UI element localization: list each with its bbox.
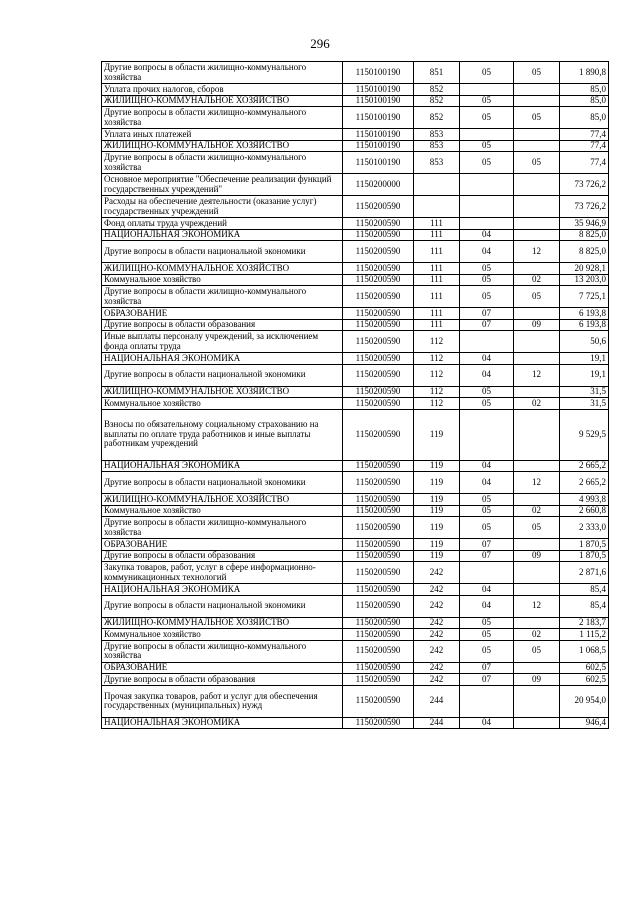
- table-row: [102, 539, 609, 551]
- row-name-cell: Другие вопросы в области национальной экономики: [102, 595, 343, 617]
- target-article-cell: 1150200590: [343, 617, 414, 629]
- table-row: [102, 241, 609, 263]
- amount-cell: 602,5: [560, 662, 609, 674]
- row-name-cell: Другие вопросы в области жилищно-коммунального хозяйства: [102, 640, 343, 662]
- expense-type-cell: 851: [414, 62, 460, 84]
- target-article-cell: 1150200590: [343, 674, 414, 686]
- target-article-cell: 1150200590: [343, 229, 414, 241]
- subsection-cell: [514, 539, 560, 551]
- section-cell: 04: [460, 229, 514, 241]
- expense-type-cell: 853: [414, 129, 460, 141]
- expense-type-cell: [414, 196, 460, 218]
- amount-cell: 1 068,5: [560, 640, 609, 662]
- section-cell: 04: [460, 595, 514, 617]
- table-row: [102, 229, 609, 241]
- table-row: [102, 218, 609, 230]
- row-name-cell: Взносы по обязательному социальному страхованию на выплаты по оплате труда работников и иные выплаты работникам учреждений: [102, 409, 343, 460]
- expense-type-cell: 242: [414, 562, 460, 584]
- target-article-cell: 1150200590: [343, 398, 414, 410]
- amount-cell: 20 954,0: [560, 685, 609, 717]
- amount-cell: 85,0: [560, 84, 609, 96]
- expense-type-cell: 119: [414, 539, 460, 551]
- subsection-cell: [514, 386, 560, 398]
- expense-type-cell: 111: [414, 218, 460, 230]
- row-name-cell: Другие вопросы в области жилищно-коммунального хозяйства: [102, 62, 343, 84]
- subsection-cell: 02: [514, 274, 560, 286]
- section-cell: [460, 685, 514, 717]
- target-article-cell: 1150200590: [343, 717, 414, 729]
- table-row: [102, 717, 609, 729]
- target-article-cell: 1150200590: [343, 241, 414, 263]
- subsection-cell: [514, 584, 560, 596]
- expense-type-cell: 111: [414, 274, 460, 286]
- section-cell: 04: [460, 353, 514, 365]
- section-cell: 05: [460, 95, 514, 107]
- row-name-cell: Основное мероприятие "Обеспечение реализации функций государственных учреждений": [102, 174, 343, 196]
- section-cell: 04: [460, 460, 514, 472]
- section-cell: [460, 84, 514, 96]
- section-cell: [460, 129, 514, 141]
- subsection-cell: [514, 174, 560, 196]
- row-name-cell: Закупка товаров, работ, услуг в сфере информационно-коммуникационных технологий: [102, 562, 343, 584]
- amount-cell: 2 871,6: [560, 562, 609, 584]
- amount-cell: 1 115,2: [560, 629, 609, 641]
- row-name-cell: НАЦИОНАЛЬНАЯ ЭКОНОМИКА: [102, 460, 343, 472]
- section-cell: 04: [460, 717, 514, 729]
- table-row: [102, 196, 609, 218]
- section-cell: 05: [460, 640, 514, 662]
- amount-cell: 2 660,8: [560, 505, 609, 517]
- table-row: [102, 386, 609, 398]
- subsection-cell: [514, 308, 560, 320]
- table-row: [102, 107, 609, 129]
- amount-cell: 2 665,2: [560, 460, 609, 472]
- budget-table-body: [102, 62, 609, 729]
- subsection-cell: 05: [514, 286, 560, 308]
- amount-cell: 602,5: [560, 674, 609, 686]
- target-article-cell: 1150100190: [343, 62, 414, 84]
- subsection-cell: 12: [514, 241, 560, 263]
- table-row: [102, 152, 609, 174]
- table-row: [102, 409, 609, 460]
- row-name-cell: Другие вопросы в области национальной экономики: [102, 241, 343, 263]
- table-row: [102, 319, 609, 331]
- amount-cell: 35 946,9: [560, 218, 609, 230]
- subsection-cell: 05: [514, 107, 560, 129]
- row-name-cell: ОБРАЗОВАНИЕ: [102, 308, 343, 320]
- expense-type-cell: 111: [414, 229, 460, 241]
- target-article-cell: 1150200590: [343, 562, 414, 584]
- subsection-cell: [514, 717, 560, 729]
- target-article-cell: 1150200590: [343, 353, 414, 365]
- row-name-cell: ЖИЛИЩНО-КОММУНАЛЬНОЕ ХОЗЯЙСТВО: [102, 617, 343, 629]
- section-cell: 04: [460, 584, 514, 596]
- target-article-cell: 1150200590: [343, 218, 414, 230]
- amount-cell: 2 183,7: [560, 617, 609, 629]
- section-cell: 05: [460, 617, 514, 629]
- expense-type-cell: 853: [414, 140, 460, 152]
- expense-type-cell: 852: [414, 84, 460, 96]
- target-article-cell: 1150200590: [343, 505, 414, 517]
- table-row: [102, 84, 609, 96]
- subsection-cell: [514, 409, 560, 460]
- expense-type-cell: 119: [414, 494, 460, 506]
- row-name-cell: Другие вопросы в области образования: [102, 319, 343, 331]
- table-row: [102, 517, 609, 539]
- subsection-cell: 02: [514, 629, 560, 641]
- amount-cell: 1 870,5: [560, 539, 609, 551]
- amount-cell: 6 193,8: [560, 319, 609, 331]
- table-row: [102, 584, 609, 596]
- section-cell: [460, 218, 514, 230]
- subsection-cell: [514, 229, 560, 241]
- table-row: [102, 562, 609, 584]
- row-name-cell: ОБРАЗОВАНИЕ: [102, 539, 343, 551]
- section-cell: 07: [460, 319, 514, 331]
- expense-type-cell: 244: [414, 685, 460, 717]
- amount-cell: 19,1: [560, 364, 609, 386]
- row-name-cell: Другие вопросы в области национальной экономики: [102, 472, 343, 494]
- expense-type-cell: 112: [414, 398, 460, 410]
- expense-type-cell: 111: [414, 308, 460, 320]
- section-cell: [460, 409, 514, 460]
- row-name-cell: ОБРАЗОВАНИЕ: [102, 662, 343, 674]
- expense-type-cell: 242: [414, 629, 460, 641]
- table-row: [102, 286, 609, 308]
- amount-cell: 8 825,0: [560, 229, 609, 241]
- target-article-cell: 1150200590: [343, 263, 414, 275]
- amount-cell: 31,5: [560, 398, 609, 410]
- target-article-cell: 1150200590: [343, 494, 414, 506]
- section-cell: 05: [460, 494, 514, 506]
- row-name-cell: Прочая закупка товаров, работ и услуг для обеспечения государственных (муниципальных) нужд: [102, 685, 343, 717]
- target-article-cell: 1150200590: [343, 685, 414, 717]
- section-cell: 05: [460, 505, 514, 517]
- expense-type-cell: 242: [414, 662, 460, 674]
- table-row: [102, 505, 609, 517]
- row-name-cell: Коммунальное хозяйство: [102, 274, 343, 286]
- section-cell: 05: [460, 152, 514, 174]
- target-article-cell: 1150200590: [343, 539, 414, 551]
- target-article-cell: 1150200590: [343, 274, 414, 286]
- target-article-cell: 1150200590: [343, 331, 414, 353]
- subsection-cell: [514, 263, 560, 275]
- expense-type-cell: 112: [414, 331, 460, 353]
- target-article-cell: 1150200590: [343, 286, 414, 308]
- expense-type-cell: 111: [414, 263, 460, 275]
- section-cell: 05: [460, 274, 514, 286]
- row-name-cell: ЖИЛИЩНО-КОММУНАЛЬНОЕ ХОЗЯЙСТВО: [102, 263, 343, 275]
- section-cell: 05: [460, 263, 514, 275]
- section-cell: 04: [460, 241, 514, 263]
- row-name-cell: Другие вопросы в области жилищно-коммунального хозяйства: [102, 107, 343, 129]
- amount-cell: 77,4: [560, 129, 609, 141]
- expense-type-cell: 111: [414, 319, 460, 331]
- subsection-cell: 09: [514, 674, 560, 686]
- target-article-cell: 1150200590: [343, 662, 414, 674]
- target-article-cell: 1150200590: [343, 460, 414, 472]
- target-article-cell: 1150100190: [343, 129, 414, 141]
- amount-cell: 946,4: [560, 717, 609, 729]
- section-cell: 07: [460, 674, 514, 686]
- expense-type-cell: 244: [414, 717, 460, 729]
- section-cell: 04: [460, 364, 514, 386]
- amount-cell: 85,4: [560, 595, 609, 617]
- expense-type-cell: 119: [414, 460, 460, 472]
- amount-cell: 73 726,2: [560, 174, 609, 196]
- row-name-cell: Другие вопросы в области жилищно-коммунального хозяйства: [102, 152, 343, 174]
- subsection-cell: 12: [514, 364, 560, 386]
- amount-cell: 77,4: [560, 152, 609, 174]
- target-article-cell: 1150200590: [343, 308, 414, 320]
- expense-type-cell: 242: [414, 584, 460, 596]
- section-cell: 05: [460, 629, 514, 641]
- table-row: [102, 274, 609, 286]
- target-article-cell: 1150200590: [343, 364, 414, 386]
- expense-type-cell: 119: [414, 505, 460, 517]
- expense-type-cell: 111: [414, 241, 460, 263]
- amount-cell: 2 665,2: [560, 472, 609, 494]
- amount-cell: 50,6: [560, 331, 609, 353]
- expense-type-cell: 112: [414, 364, 460, 386]
- row-name-cell: Другие вопросы в области образования: [102, 550, 343, 562]
- subsection-cell: [514, 494, 560, 506]
- table-row: [102, 263, 609, 275]
- row-name-cell: Другие вопросы в области жилищно-коммунального хозяйства: [102, 286, 343, 308]
- target-article-cell: 1150200590: [343, 409, 414, 460]
- amount-cell: 13 203,0: [560, 274, 609, 286]
- subsection-cell: 09: [514, 550, 560, 562]
- expense-type-cell: [414, 174, 460, 196]
- section-cell: 05: [460, 107, 514, 129]
- subsection-cell: 12: [514, 472, 560, 494]
- subsection-cell: 05: [514, 640, 560, 662]
- section-cell: 07: [460, 550, 514, 562]
- target-article-cell: 1150100190: [343, 152, 414, 174]
- amount-cell: 85,0: [560, 107, 609, 129]
- amount-cell: 7 725,1: [560, 286, 609, 308]
- row-name-cell: НАЦИОНАЛЬНАЯ ЭКОНОМИКА: [102, 717, 343, 729]
- target-article-cell: 1150200590: [343, 595, 414, 617]
- section-cell: 07: [460, 308, 514, 320]
- amount-cell: 8 825,0: [560, 241, 609, 263]
- row-name-cell: Иные выплаты персоналу учреждений, за исключением фонда оплаты труда: [102, 331, 343, 353]
- row-name-cell: ЖИЛИЩНО-КОММУНАЛЬНОЕ ХОЗЯЙСТВО: [102, 386, 343, 398]
- section-cell: [460, 174, 514, 196]
- row-name-cell: ЖИЛИЩНО-КОММУНАЛЬНОЕ ХОЗЯЙСТВО: [102, 140, 343, 152]
- section-cell: 07: [460, 662, 514, 674]
- row-name-cell: Другие вопросы в области национальной экономики: [102, 364, 343, 386]
- row-name-cell: ЖИЛИЩНО-КОММУНАЛЬНОЕ ХОЗЯЙСТВО: [102, 494, 343, 506]
- subsection-cell: [514, 95, 560, 107]
- subsection-cell: [514, 218, 560, 230]
- target-article-cell: 1150200590: [343, 584, 414, 596]
- amount-cell: 19,1: [560, 353, 609, 365]
- section-cell: 04: [460, 472, 514, 494]
- expense-type-cell: 242: [414, 674, 460, 686]
- subsection-cell: [514, 129, 560, 141]
- table-row: [102, 140, 609, 152]
- row-name-cell: Уплата прочих налогов, сборов: [102, 84, 343, 96]
- target-article-cell: 1150200590: [343, 550, 414, 562]
- table-row: [102, 364, 609, 386]
- expense-type-cell: 853: [414, 152, 460, 174]
- target-article-cell: 1150200590: [343, 640, 414, 662]
- table-row: [102, 331, 609, 353]
- subsection-cell: 05: [514, 517, 560, 539]
- amount-cell: 31,5: [560, 386, 609, 398]
- amount-cell: 4 993,8: [560, 494, 609, 506]
- section-cell: 05: [460, 386, 514, 398]
- subsection-cell: 09: [514, 319, 560, 331]
- subsection-cell: [514, 685, 560, 717]
- expense-type-cell: 119: [414, 472, 460, 494]
- expense-type-cell: 852: [414, 95, 460, 107]
- table-row: [102, 472, 609, 494]
- table-row: [102, 617, 609, 629]
- expense-type-cell: 119: [414, 517, 460, 539]
- subsection-cell: [514, 562, 560, 584]
- subsection-cell: [514, 460, 560, 472]
- target-article-cell: 1150100190: [343, 140, 414, 152]
- amount-cell: 6 193,8: [560, 308, 609, 320]
- target-article-cell: 1150200590: [343, 386, 414, 398]
- subsection-cell: [514, 84, 560, 96]
- table-row: [102, 629, 609, 641]
- table-row: [102, 550, 609, 562]
- section-cell: [460, 196, 514, 218]
- amount-cell: 85,4: [560, 584, 609, 596]
- table-row: [102, 595, 609, 617]
- row-name-cell: НАЦИОНАЛЬНАЯ ЭКОНОМИКА: [102, 353, 343, 365]
- subsection-cell: 12: [514, 595, 560, 617]
- amount-cell: 20 928,1: [560, 263, 609, 275]
- expense-type-cell: 119: [414, 409, 460, 460]
- table-row: [102, 494, 609, 506]
- section-cell: 05: [460, 398, 514, 410]
- expense-type-cell: 852: [414, 107, 460, 129]
- amount-cell: 1 890,8: [560, 62, 609, 84]
- subsection-cell: 05: [514, 152, 560, 174]
- target-article-cell: 1150200590: [343, 319, 414, 331]
- row-name-cell: НАЦИОНАЛЬНАЯ ЭКОНОМИКА: [102, 584, 343, 596]
- row-name-cell: Другие вопросы в области жилищно-коммунального хозяйства: [102, 517, 343, 539]
- row-name-cell: НАЦИОНАЛЬНАЯ ЭКОНОМИКА: [102, 229, 343, 241]
- section-cell: [460, 562, 514, 584]
- target-article-cell: 1150200590: [343, 629, 414, 641]
- section-cell: [460, 331, 514, 353]
- table-row: [102, 398, 609, 410]
- expense-type-cell: 242: [414, 617, 460, 629]
- row-name-cell: Другие вопросы в области образования: [102, 674, 343, 686]
- row-name-cell: Уплата иных платежей: [102, 129, 343, 141]
- section-cell: 05: [460, 286, 514, 308]
- target-article-cell: 1150200590: [343, 517, 414, 539]
- amount-cell: 85,0: [560, 95, 609, 107]
- subsection-cell: [514, 617, 560, 629]
- row-name-cell: Коммунальное хозяйство: [102, 398, 343, 410]
- row-name-cell: Фонд оплаты труда учреждений: [102, 218, 343, 230]
- table-row: [102, 640, 609, 662]
- row-name-cell: Расходы на обеспечение деятельности (оказание услуг) государственных учреждений: [102, 196, 343, 218]
- section-cell: 05: [460, 62, 514, 84]
- subsection-cell: 05: [514, 62, 560, 84]
- table-row: [102, 95, 609, 107]
- table-row: [102, 685, 609, 717]
- subsection-cell: 02: [514, 505, 560, 517]
- expense-type-cell: 112: [414, 353, 460, 365]
- target-article-cell: 1150200590: [343, 472, 414, 494]
- amount-cell: 73 726,2: [560, 196, 609, 218]
- subsection-cell: [514, 196, 560, 218]
- expense-type-cell: 112: [414, 386, 460, 398]
- target-article-cell: 1150200000: [343, 174, 414, 196]
- subsection-cell: [514, 140, 560, 152]
- amount-cell: 9 529,5: [560, 409, 609, 460]
- subsection-cell: [514, 331, 560, 353]
- table-row: [102, 674, 609, 686]
- row-name-cell: ЖИЛИЩНО-КОММУНАЛЬНОЕ ХОЗЯЙСТВО: [102, 95, 343, 107]
- row-name-cell: Коммунальное хозяйство: [102, 629, 343, 641]
- expense-type-cell: 111: [414, 286, 460, 308]
- amount-cell: 2 333,0: [560, 517, 609, 539]
- page-number: 296: [310, 36, 330, 51]
- section-cell: 05: [460, 140, 514, 152]
- amount-cell: 77,4: [560, 140, 609, 152]
- target-article-cell: 1150100190: [343, 107, 414, 129]
- table-row: [102, 662, 609, 674]
- subsection-cell: [514, 662, 560, 674]
- row-name-cell: Коммунальное хозяйство: [102, 505, 343, 517]
- section-cell: 07: [460, 539, 514, 551]
- subsection-cell: [514, 353, 560, 365]
- section-cell: 05: [460, 517, 514, 539]
- target-article-cell: 1150100190: [343, 84, 414, 96]
- amount-cell: 1 870,5: [560, 550, 609, 562]
- expense-type-cell: 242: [414, 595, 460, 617]
- table-row: [102, 62, 609, 84]
- budget-table: [101, 61, 609, 729]
- subsection-cell: 02: [514, 398, 560, 410]
- table-row: [102, 308, 609, 320]
- table-row: [102, 174, 609, 196]
- table-row: [102, 460, 609, 472]
- expense-type-cell: 119: [414, 550, 460, 562]
- expense-type-cell: 242: [414, 640, 460, 662]
- target-article-cell: 1150200590: [343, 196, 414, 218]
- table-row: [102, 353, 609, 365]
- target-article-cell: 1150100190: [343, 95, 414, 107]
- table-row: [102, 129, 609, 141]
